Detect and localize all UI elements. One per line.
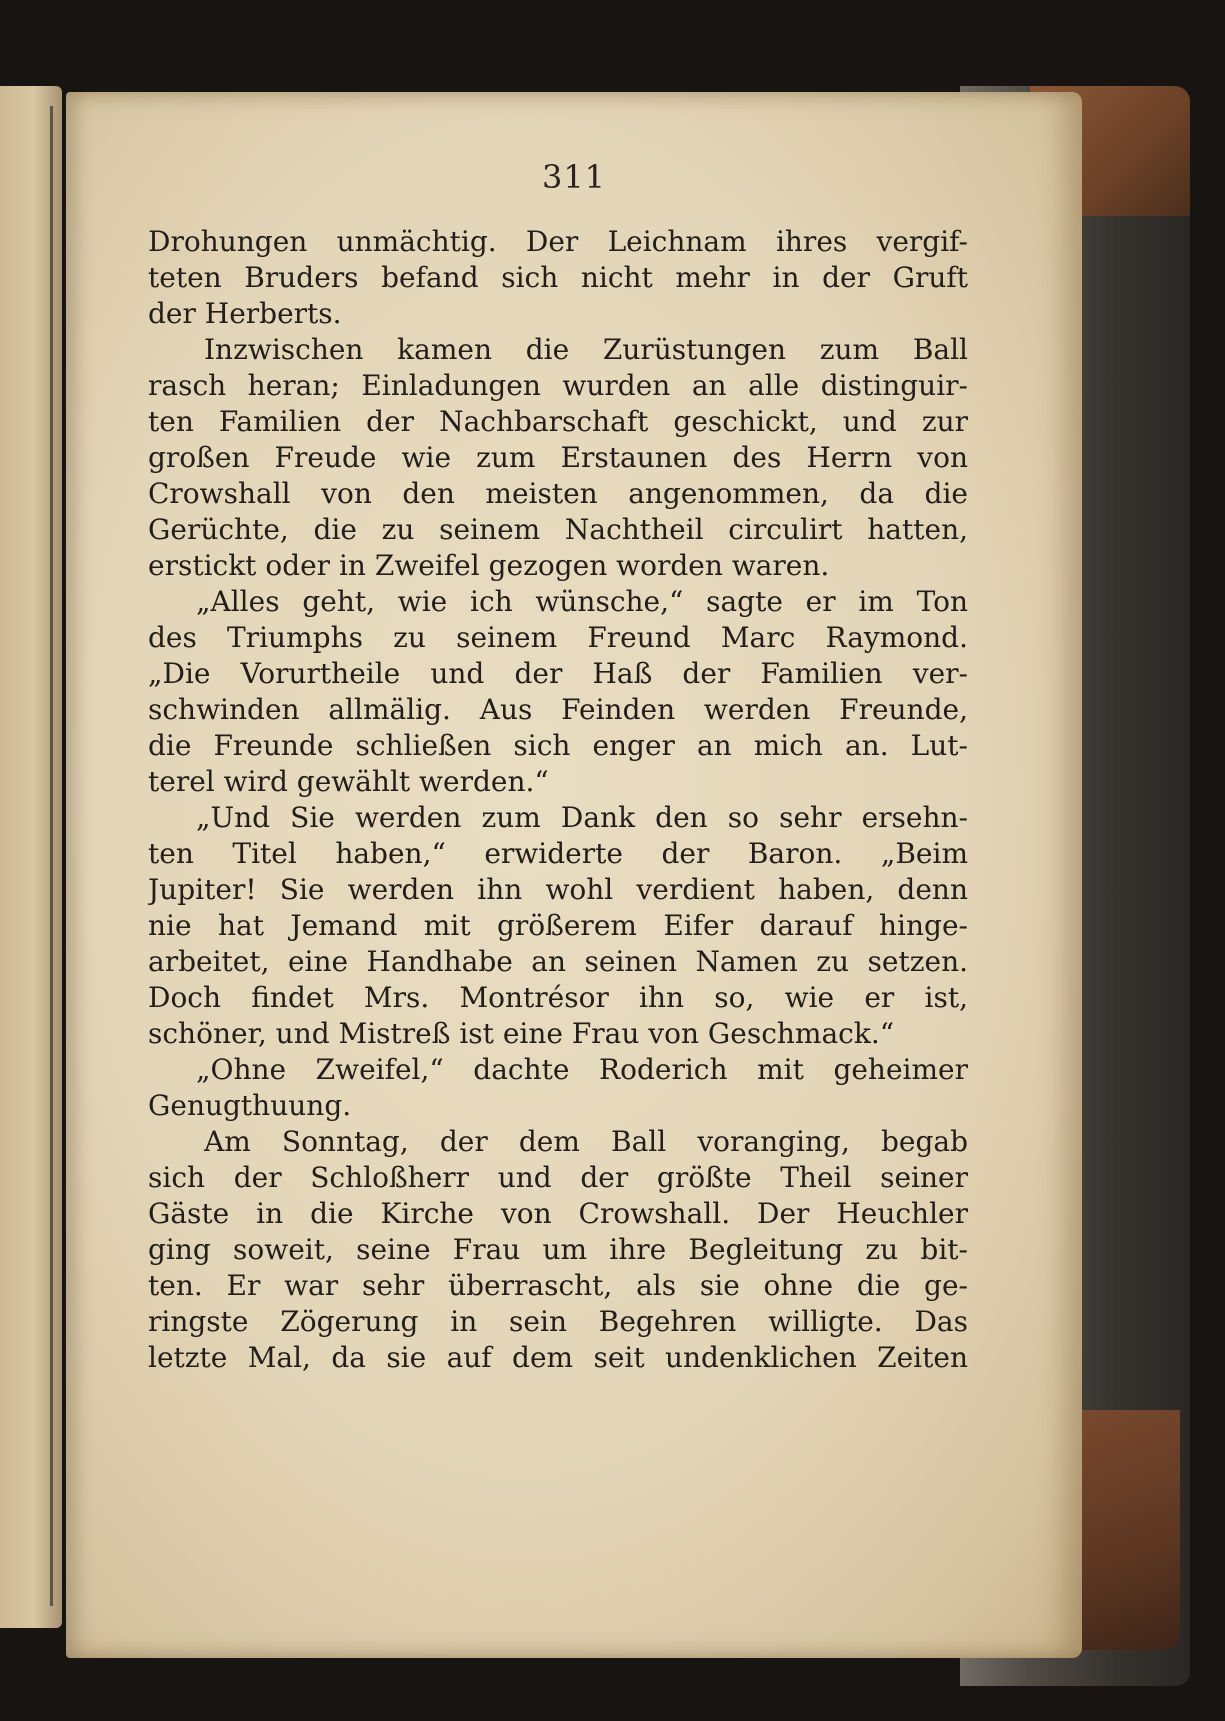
text-line: die Freunde schließen sich enger an mich an. Lut- bbox=[148, 729, 968, 762]
text-line: der Herberts. bbox=[148, 297, 342, 330]
text-line: schöner, und Mistreß ist eine Frau von Geschmack.“ bbox=[148, 1017, 895, 1050]
text-line: sich der Schloßherr und der größte Theil seiner bbox=[148, 1161, 968, 1194]
facing-page-rule bbox=[50, 106, 53, 1606]
text-line: ringste Zögerung in sein Begehren willigte. Das bbox=[148, 1305, 968, 1338]
text-line: arbeitet, eine Handhabe an seinen Namen zu setzen. bbox=[148, 945, 968, 978]
text-line: ten. Er war sehr überrascht, als sie ohne die ge- bbox=[148, 1269, 968, 1302]
text-line: letzte Mal, da sie auf dem seit undenklichen Zeiten bbox=[148, 1341, 968, 1374]
text-line: „Ohne Zweifel,“ dachte Roderich mit geheimer bbox=[196, 1053, 968, 1086]
text-line: teten Bruders befand sich nicht mehr in der Gruft bbox=[148, 261, 968, 294]
page-text bbox=[148, 224, 968, 1376]
text-line: ten Familien der Nachbarschaft geschickt, und zur bbox=[148, 405, 968, 438]
text-line: Drohungen unmächtig. Der Leichnam ihres vergif- bbox=[148, 225, 968, 258]
text-line: großen Freude wie zum Erstaunen des Herrn von bbox=[148, 441, 968, 474]
text-line: des Triumphs zu seinem Freund Marc Raymond. bbox=[148, 621, 968, 654]
text-line: „Die Vorurtheile und der Haß der Familien ver- bbox=[148, 657, 968, 690]
text-line: „Und Sie werden zum Dank den so sehr ersehn- bbox=[196, 801, 968, 834]
facing-page-edge bbox=[0, 86, 62, 1628]
text-line: Gäste in die Kirche von Crowshall. Der Heuchler bbox=[148, 1197, 968, 1230]
text-line: Crowshall von den meisten angenommen, da die bbox=[148, 477, 968, 510]
page-number: 311 bbox=[541, 158, 607, 196]
text-line: Doch findet Mrs. Montrésor ihn so, wie er ist, bbox=[148, 981, 968, 1014]
text-line: nie hat Jemand mit größerem Eifer darauf hinge- bbox=[148, 909, 968, 942]
text-line: Inzwischen kamen die Zurüstungen zum Ball bbox=[204, 333, 968, 366]
text-line: ging soweit, seine Frau um ihre Begleitung zu bit- bbox=[148, 1233, 968, 1266]
text-line: Genugthuung. bbox=[148, 1089, 352, 1122]
text-line: terel wird gewählt werden.“ bbox=[148, 765, 549, 798]
text-line: Gerüchte, die zu seinem Nachtheil circulirt hatten, bbox=[148, 513, 968, 546]
text-line: Jupiter! Sie werden ihn wohl verdient haben, denn bbox=[148, 873, 968, 906]
text-line: erstickt oder in Zweifel gezogen worden waren. bbox=[148, 549, 830, 582]
text-line: schwinden allmälig. Aus Feinden werden Freunde, bbox=[148, 693, 968, 726]
text-line: rasch heran; Einladungen wurden an alle distinguir- bbox=[148, 369, 968, 402]
text-line: Am Sonntag, der dem Ball voranging, begab bbox=[204, 1125, 968, 1158]
book-page bbox=[66, 92, 1082, 1658]
text-line: ten Titel haben,“ erwiderte der Baron. „Beim bbox=[148, 837, 968, 870]
text-line: „Alles geht, wie ich wünsche,“ sagte er im Ton bbox=[196, 585, 968, 618]
